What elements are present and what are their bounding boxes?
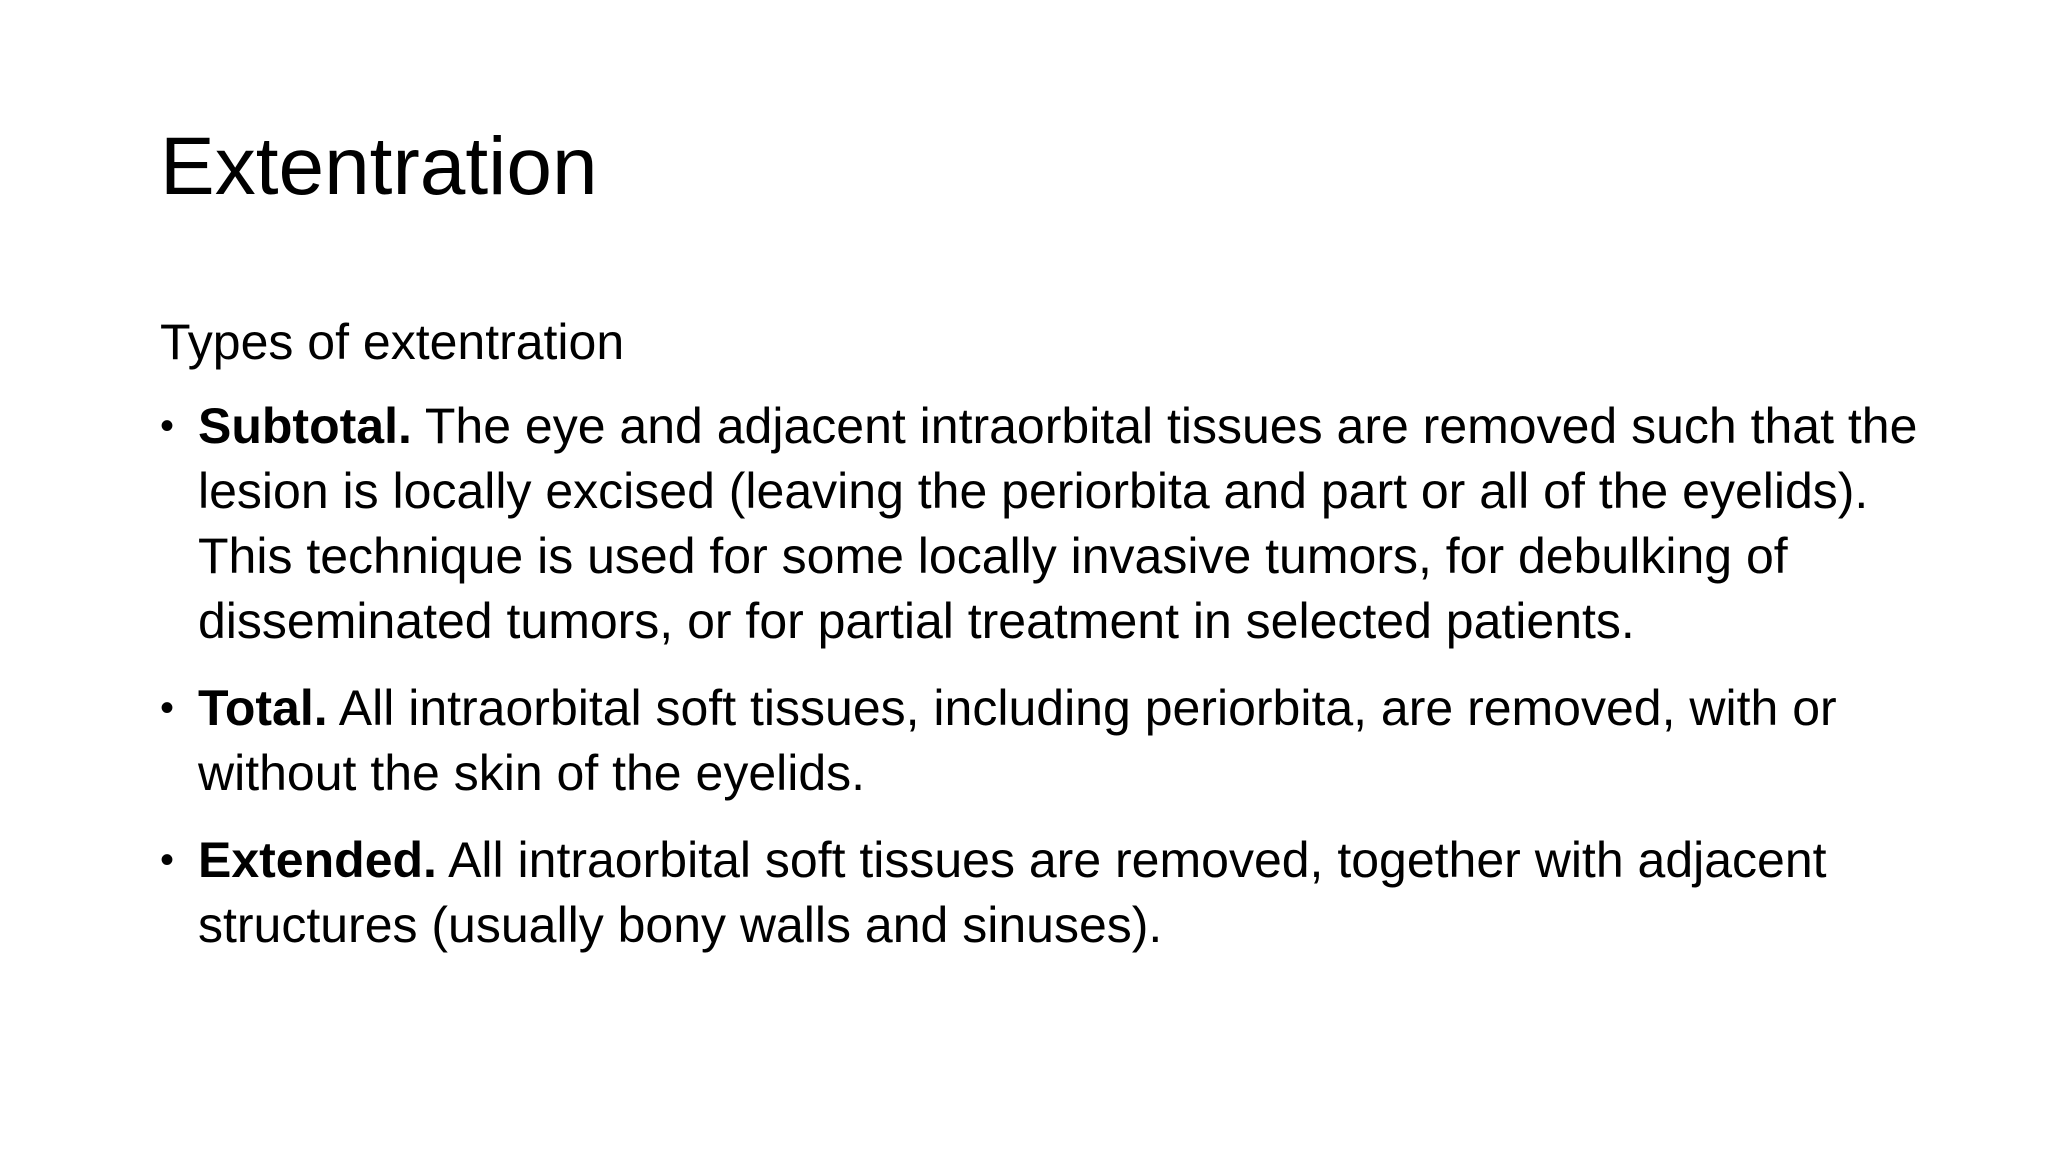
bullet-text: All intraorbital soft tissues are removed, together with adjacent structures (usually bony walls and sinuses). <box>198 832 1827 953</box>
bullet-term: Subtotal. <box>198 398 412 454</box>
bullet-item-extended <box>160 828 1920 958</box>
bullet-term: Total. <box>198 680 328 736</box>
intro-text: Types of extentration <box>160 314 625 370</box>
bullet-icon: • <box>160 404 175 448</box>
bullet-icon: • <box>160 838 175 882</box>
bullet-item-subtotal <box>160 394 1920 654</box>
bullet-text: The eye and adjacent intraorbital tissues are removed such that the lesion is locally excised (leaving the periorbita and part or all of the eyelids). This technique is used for some locally invasive tumors, for debulking of disseminated tumors, or for partial treatment in selected patients. <box>198 398 1918 649</box>
slide-title: Extentration <box>160 121 598 212</box>
bullet-icon: • <box>160 686 175 730</box>
bullet-text: All intraorbital soft tissues, including periorbita, are removed, with or without the skin of the eyelids. <box>198 680 1837 801</box>
slide-body <box>160 310 1920 980</box>
bullet-term: Extended. <box>198 832 437 888</box>
bullet-list <box>160 394 1920 958</box>
bullet-item-total <box>160 676 1920 806</box>
